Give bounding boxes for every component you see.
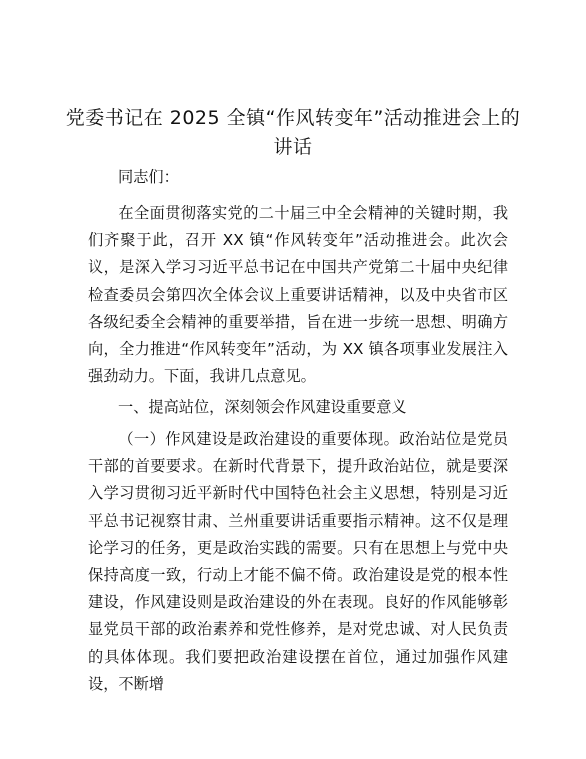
- section-heading: 一、提高站位，深刻领会作风建设重要意义: [118, 398, 407, 416]
- document-title: 党委书记在 2025 全镇“作风转变年”活动推进会上的讲话: [65, 107, 521, 158]
- paragraph-section-1: （一）作风建设是政治建设的重要体现。政治站位是党员干部的首要要求。在新时代背景下，提升政治站位，就是要深入学习贯彻习近平新时代中国特色社会主义思想，特别是习近平总书记视察甘肃、兰州重要讲话重要指示精神。这不仅是理论学习的任务，更是政治实践的需要。只有在思想上与党中央保持高度一致，行动上才能不偏不倚。政治建设是党的根本性建设，作风建设则是政治建设的外在表现。良好的作风能够彰显党员干部的政治素养和党性修养，是对党忠诚、对人民负责的具体体现。我们要把政治建设摆在首位，通过加强作风建设，不断增: [88, 430, 508, 693]
- salutation: 同志们：: [118, 168, 179, 186]
- paragraph-intro: 在全面贯彻落实党的二十届三中全会精神的关键时期，我们齐聚于此，召开 XX 镇“作风转变年”活动推进会。此次会议，是深入学习习近平总书记在中国共产党第二十届中央纪律检查委员会第四次全体会议上重要讲话精神，以及中央省市区各级纪委全会精神的重要举措，旨在进一步统一思想、明确方向，全力推进“作风转变年”活动，为 XX 镇各项事业发展注入强劲动力。下面，我讲几点意见。: [88, 204, 508, 386]
